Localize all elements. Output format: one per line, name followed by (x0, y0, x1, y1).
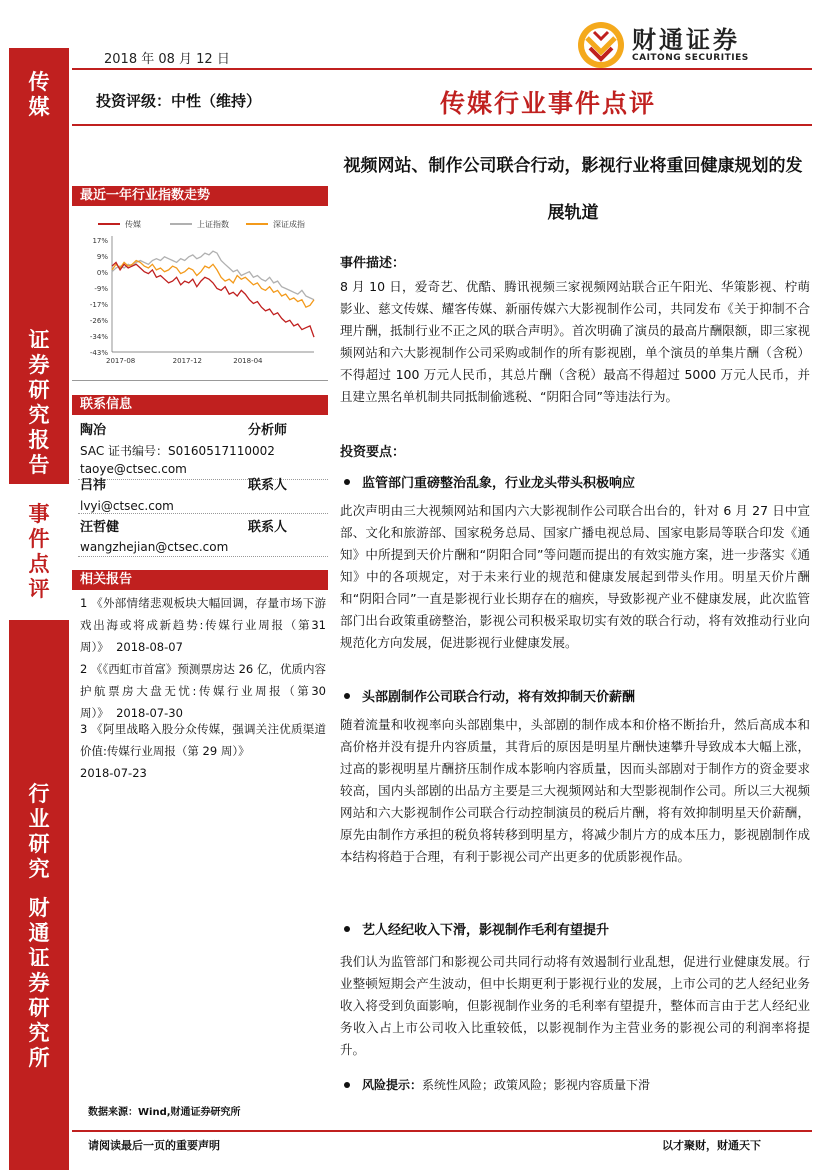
contact-name-2: 吕祎 (80, 478, 107, 493)
chart-section-heading: 最近一年行业指数走势 (72, 186, 328, 206)
y-tick-label: -17% (89, 301, 108, 309)
legend-label-3: 深证成指 (273, 220, 305, 229)
event-paragraph: 8 月 10 日，爱奇艺、优酷、腾讯视频三家视频网站联合正午阳光、华策影视、柠萌影业、慈文传媒、耀客传媒、新丽传媒六大影视制作公司，共同发布《关于抑制不合理片酬，抵制行业不正之风的联合声明》。首次明确了演员的最高片酬限额，即三家视频网站和六大影视制作公司采购或制作的所有影视剧，单个演员的单集片酬（含税）不得超过 100 万元人民币，其总片酬（含税）最高不得超过 5000 万元人民币，并且建立黑名单机制共同抵制偷逃税、“阴阳合同”等违法行为。 (340, 279, 810, 404)
contact-cert-1: SAC 证书编号：S0160517110002 (80, 444, 275, 458)
logo-english-name: CAITONG SECURITIES (632, 53, 749, 63)
contact-role-1: 分析师 (248, 423, 288, 438)
contact-role-3: 联系人 (248, 520, 288, 535)
index-trend-chart (78, 212, 328, 372)
series-line-1 (112, 262, 314, 337)
y-tick-label: -34% (89, 333, 108, 341)
contact-email-1[interactable]: taoye@ctsec.com (80, 462, 187, 476)
point-1-paragraph: 此次声明由三大视频网站和国内六大影视制作公司联合出台的，针对 6 月 27 日中宣部、文化和旅游部、国家税务总局、国家广播电视总局、国家电影局等联合印发《通知》中所提到天价片酬和“阴阳合同”等问题而提出的有效实施方案，进一步落实《通知》中的各项规定，对于未来行业的规范和健康发展起到带头作用。明星天价片酬和“阴阳合同”一直是影视行业长期存在的痼疾，导致影视产业不健康发展，此次监管部门出台政策重磅整治，影视公司积极采取切实有效的联合行动，将有效推动行业向规范化方向发展，促进影视行业健康发展。 (340, 503, 810, 650)
contact-email-2[interactable]: lvyi@ctsec.com (80, 499, 174, 513)
x-tick-label: 2017-08 (106, 357, 136, 365)
contact-name-1: 陶冶 (80, 423, 107, 438)
strip-label-institute: 财 通 证 券 研 究 所 (28, 896, 50, 1070)
section-strip (9, 48, 69, 1170)
company-logo (576, 20, 749, 70)
report-title: 视频网站、制作公司联合行动，影视行业将重回健康规划的发展轨道 (343, 156, 803, 223)
point-2-title: 头部剧制作公司联合行动，将有效抑制天价薪酬 (340, 686, 635, 705)
event-heading: 事件描述： (340, 256, 406, 271)
y-tick-label: -43% (89, 349, 108, 357)
risk-label: 风险提示： (362, 1078, 423, 1092)
investment-rating: 投资评级：中性（维持） (96, 92, 262, 110)
footer-slogan: 以才聚财，财通天下 (662, 1139, 761, 1152)
point-1-title: 监管部门重磅整治乱象，行业龙头带头积极响应 (340, 472, 635, 491)
footer-divider (72, 1130, 812, 1132)
y-tick-label: -9% (94, 285, 108, 293)
risk-text: 系统性风险；政策风险；影视内容质量下滑 (422, 1078, 651, 1092)
strip-label-industry: 行 业 研 究 (28, 782, 50, 881)
y-tick-label: -26% (89, 317, 108, 325)
y-tick-label: 0% (96, 269, 108, 277)
strip-label-report-type: 证 券 研 究 报 告 (28, 328, 50, 477)
logo-chinese-name: 财通证券 (632, 26, 740, 54)
x-tick-label: 2018-04 (233, 357, 263, 365)
contact-email-3[interactable]: wangzhejian@ctsec.com (80, 540, 229, 554)
y-tick-label: 9% (96, 253, 108, 261)
report-date: 2018 年 08 月 12 日 (104, 52, 230, 67)
contact-role-2: 联系人 (248, 478, 288, 493)
legend-label-2: 上证指数 (197, 220, 229, 229)
data-source-note: 数据来源：Wind,财通证券研究所 (88, 1107, 241, 1118)
caitong-logo-icon (576, 20, 626, 70)
contact-section-heading: 联系信息 (72, 395, 328, 415)
point-3-title: 艺人经纪收入下滑，影视制作毛利有望提升 (340, 919, 609, 938)
report-headline: 传媒行业事件点评 (440, 89, 657, 118)
headline-divider (72, 124, 812, 126)
related-report-2[interactable]: 2 《《西虹市首富》预测票房达 26 亿，优质内容护航票房大盘无忧:传媒行业周报（第30周）》 2018-07-30 (80, 662, 326, 720)
strip-label-event-review: 事 件 点 评 (9, 490, 69, 614)
legend-label-1: 传媒 (125, 220, 141, 229)
series-line-2 (112, 251, 314, 300)
related-report-3[interactable]: 3 《阿里战略入股分众传媒，强调关注优质渠道价值:传媒行业周报（第 29 周）》 2018-07-23 (80, 722, 326, 780)
footer-disclaimer-notice: 请阅读最后一页的重要声明 (88, 1139, 220, 1152)
x-tick-label: 2017-12 (172, 357, 202, 365)
point-3-paragraph: 我们认为监管部门和影视公司共同行动将有效遏制行业乱想，促进行业健康发展。行业整顿短期会产生波动，但中长期更利于影视行业的发展，上市公司的艺人经纪业务收入将受到负面影响，但影视制作业务的毛利率有望提升，整体而言由于艺人经纪业务收入占上市公司收入比重较低，以影视制作为主营业务的影视公司的利润率将提升。 (340, 954, 810, 1057)
chart-divider (72, 380, 328, 381)
related-report-1[interactable]: 1 《外部情绪悲观板块大幅回调，存量市场下游戏出海或将成新趋势:传媒行业周报（第31周）》 2018-08-07 (80, 596, 326, 654)
point-2-paragraph: 随着流量和收视率向头部剧集中，头部剧的制作成本和价格不断抬升，然后高成本和高价格并没有提升内容质量，其背后的原因是明星片酬快速攀升导致成本大幅上涨，过高的影视明星片酬挤压制作成本影响内容质量，因而头部剧对于制作方的资金要求较高，国内头部剧的出品方主要是三大视频网站和大型影视制作公司。所以三大视频网站和六大影视制作公司联合行动控制演员的税后片酬，将有效抑制明星天价薪酬，原先由制作方承担的税负将转移到明星方，将减少制片方的成本压力，影视剧制作成本结构将趋于合理，有利于影视公司产出更多的优质影视作品。 (340, 717, 810, 864)
related-section-heading: 相关报告 (72, 570, 328, 590)
strip-label-media: 传 媒 (28, 70, 50, 119)
contact-name-3: 汪哲健 (80, 520, 120, 535)
risk-warning (340, 1076, 650, 1093)
y-tick-label: 17% (92, 237, 108, 245)
investment-heading: 投资要点： (340, 445, 406, 460)
